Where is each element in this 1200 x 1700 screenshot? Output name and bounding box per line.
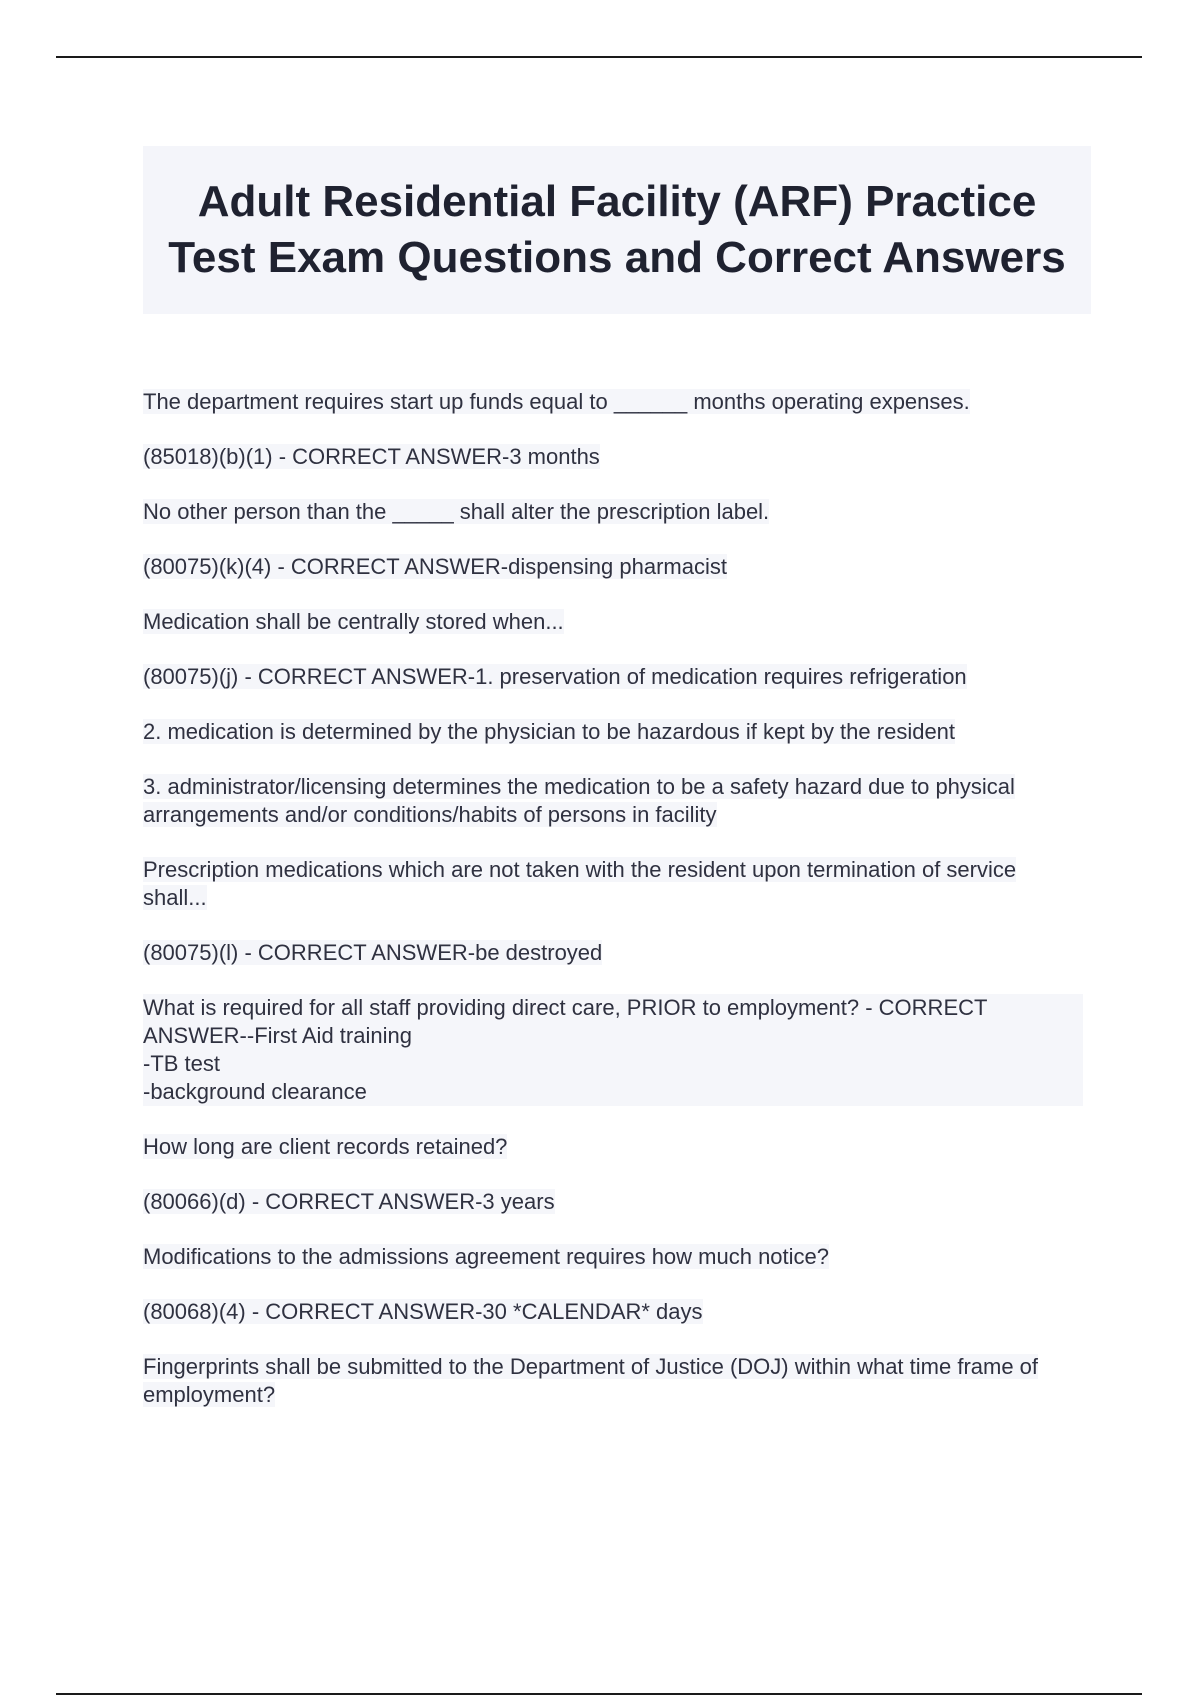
qa-staff-requirements-line3: -background clearance	[143, 1078, 1083, 1106]
answer-prescription-label: (80075)(k)(4) - CORRECT ANSWER-dispensing pharmacist	[143, 554, 727, 579]
question-fingerprints: Fingerprints shall be submitted to the Department of Justice (DOJ) within what time frame of employment?	[143, 1354, 1039, 1407]
answer-termination-meds: (80075)(l) - CORRECT ANSWER-be destroyed	[143, 940, 603, 965]
question-termination-meds: Prescription medications which are not taken with the resident upon termination of service shall...	[143, 857, 1017, 910]
answer-central-storage-3: 3. administrator/licensing determines the medication to be a safety hazard due to physical arrangements and/or conditions/habits of persons in facility	[143, 774, 1015, 827]
answer-startup-funds: (85018)(b)(1) - CORRECT ANSWER-3 months	[143, 444, 600, 469]
question-prescription-label: No other person than the _____ shall alter the prescription label.	[143, 499, 770, 524]
answer-records-retention: (80066)(d) - CORRECT ANSWER-3 years	[143, 1189, 555, 1214]
header-rule	[56, 56, 1142, 58]
footer-rule	[56, 1693, 1142, 1695]
document-title-box	[143, 146, 1091, 314]
question-startup-funds: The department requires start up funds equal to ______ months operating expenses.	[143, 389, 970, 414]
answer-admission-notice: (80068)(4) - CORRECT ANSWER-30 *CALENDAR* days	[143, 1299, 703, 1324]
question-records-retention: How long are client records retained?	[143, 1134, 508, 1159]
qa-staff-requirements	[143, 994, 1083, 1106]
qa-staff-requirements-line1: What is required for all staff providing direct care, PRIOR to employment? - CORRECT ANSWER--First Aid training	[143, 994, 1083, 1050]
qa-staff-requirements-line2: -TB test	[143, 1050, 1083, 1078]
question-admission-notice: Modifications to the admissions agreement requires how much notice?	[143, 1244, 830, 1269]
question-central-storage: Medication shall be centrally stored when...	[143, 609, 564, 634]
document-title: Adult Residential Facility (ARF) Practice Test Exam Questions and Correct Answers	[168, 177, 1066, 282]
answer-central-storage-2: 2. medication is determined by the physician to be hazardous if kept by the resident	[143, 719, 956, 744]
document-body	[143, 366, 1083, 1436]
answer-central-storage-1: (80075)(j) - CORRECT ANSWER-1. preservation of medication requires refrigeration	[143, 664, 967, 689]
